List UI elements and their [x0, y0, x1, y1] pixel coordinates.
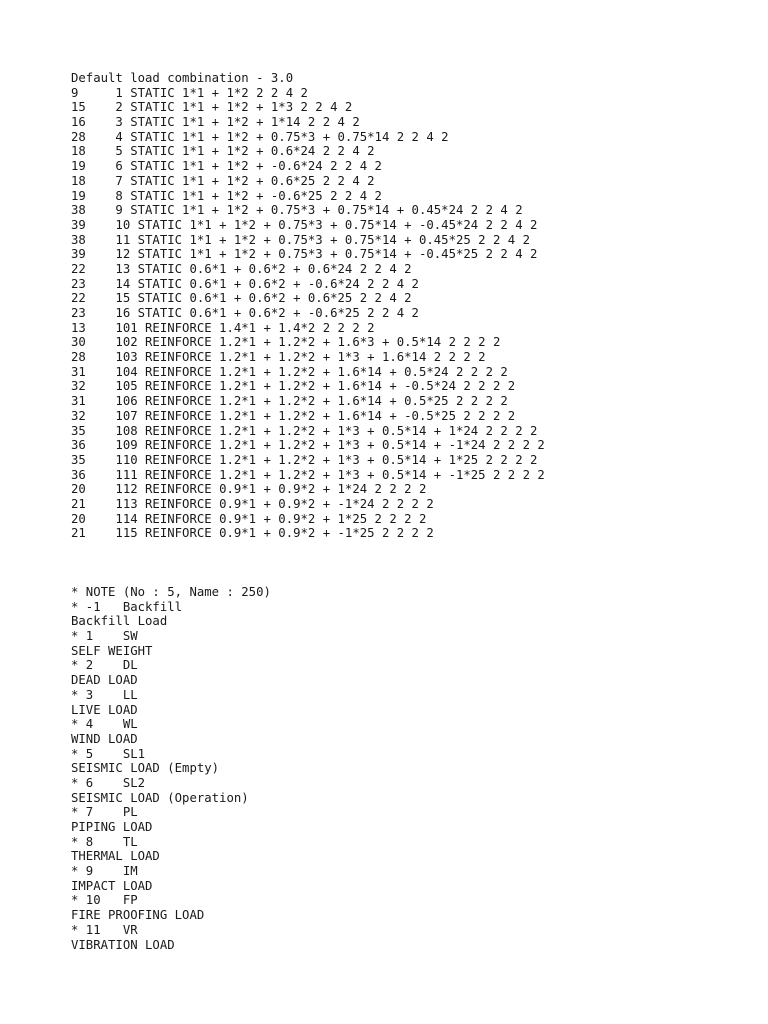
combination-line: 31 104 REINFORCE 1.2*1 + 1.2*2 + 1.6*14 + 0.5*24 2 2 2 2	[71, 364, 508, 379]
load-case-id-line: * 7 PL	[71, 805, 138, 820]
load-case-description: Backfill Load	[71, 614, 168, 629]
combination-line: 20 112 REINFORCE 0.9*1 + 0.9*2 + 1*24 2 2 2 2	[71, 482, 427, 497]
combination-line: 9 1 STATIC 1*1 + 1*2 2 2 4 2	[71, 85, 308, 100]
combination-line: 21 115 REINFORCE 0.9*1 + 0.9*2 + -1*25 2 2 2 2	[71, 526, 434, 541]
load-case-description: SEISMIC LOAD (Empty)	[71, 761, 220, 776]
load-case-description: THERMAL LOAD	[71, 849, 160, 864]
combination-line: 19 8 STATIC 1*1 + 1*2 + -0.6*25 2 2 4 2	[71, 188, 382, 203]
combination-line: 28 4 STATIC 1*1 + 1*2 + 0.75*3 + 0.75*14 2 2 4 2	[71, 129, 449, 144]
load-case-description: SELF WEIGHT	[71, 643, 153, 658]
combination-line: 18 7 STATIC 1*1 + 1*2 + 0.6*25 2 2 4 2	[71, 173, 375, 188]
combination-line: 23 14 STATIC 0.6*1 + 0.6*2 + -0.6*24 2 2 4 2	[71, 276, 419, 291]
load-case-id-line: * -1 Backfill	[71, 599, 183, 614]
load-case-id-line: * 3 LL	[71, 687, 138, 702]
combination-line: 39 10 STATIC 1*1 + 1*2 + 0.75*3 + 0.75*14 + -0.45*24 2 2 4 2	[71, 217, 538, 232]
load-case-description: PIPING LOAD	[71, 820, 153, 834]
combination-line: 18 5 STATIC 1*1 + 1*2 + 0.6*24 2 2 4 2	[71, 144, 375, 159]
combination-line: 13 101 REINFORCE 1.4*1 + 1.4*2 2 2 2 2	[71, 320, 375, 335]
load-case-id-line: * 11 VR	[71, 922, 138, 937]
combination-line: 22 13 STATIC 0.6*1 + 0.6*2 + 0.6*24 2 2 4 2	[71, 261, 412, 276]
combination-line: 36 109 REINFORCE 1.2*1 + 1.2*2 + 1*3 + 0.5*14 + -1*24 2 2 2 2	[71, 438, 545, 453]
combination-line: 19 6 STATIC 1*1 + 1*2 + -0.6*24 2 2 4 2	[71, 159, 382, 174]
load-case-list	[71, 600, 751, 953]
load-case-id-line: * 1 SW	[71, 629, 138, 644]
load-case-id-line: * 5 SL1	[71, 746, 146, 761]
load-case-id-line: * 10 FP	[71, 893, 138, 908]
document-page	[71, 71, 751, 952]
combination-line: 22 15 STATIC 0.6*1 + 0.6*2 + 0.6*25 2 2 4 2	[71, 291, 412, 306]
combination-line: 35 110 REINFORCE 1.2*1 + 1.2*2 + 1*3 + 0.5*14 + 1*25 2 2 2 2	[71, 452, 538, 467]
combination-list	[71, 86, 751, 541]
load-case-description: LIVE LOAD	[71, 702, 138, 717]
combination-line: 39 12 STATIC 1*1 + 1*2 + 0.75*3 + 0.75*14 + -0.45*25 2 2 4 2	[71, 247, 538, 262]
load-case-description: IMPACT LOAD	[71, 878, 153, 893]
section-gap	[71, 541, 751, 585]
load-case-description: WIND LOAD	[71, 731, 138, 746]
combination-heading: Default load combination - 3.0	[71, 71, 294, 85]
combination-line: 30 102 REINFORCE 1.2*1 + 1.2*2 + 1.6*3 + 0.5*14 2 2 2 2	[71, 335, 501, 350]
combination-line: 38 11 STATIC 1*1 + 1*2 + 0.75*3 + 0.75*14 + 0.45*25 2 2 4 2	[71, 232, 531, 247]
combination-line: 31 106 REINFORCE 1.2*1 + 1.2*2 + 1.6*14 + 0.5*25 2 2 2 2	[71, 394, 508, 409]
combination-line: 20 114 REINFORCE 0.9*1 + 0.9*2 + 1*25 2 2 2 2	[71, 511, 427, 526]
load-case-id-line: * 2 DL	[71, 658, 138, 673]
combination-line: 21 113 REINFORCE 0.9*1 + 0.9*2 + -1*24 2 2 2 2	[71, 496, 434, 511]
combination-line: 16 3 STATIC 1*1 + 1*2 + 1*14 2 2 4 2	[71, 115, 360, 130]
combination-line: 32 105 REINFORCE 1.2*1 + 1.2*2 + 1.6*14 + -0.5*24 2 2 2 2	[71, 379, 516, 394]
load-case-id-line: * 9 IM	[71, 864, 138, 879]
load-case-description: DEAD LOAD	[71, 673, 138, 688]
combination-line: 15 2 STATIC 1*1 + 1*2 + 1*3 2 2 4 2	[71, 100, 353, 115]
load-case-description: SEISMIC LOAD (Operation)	[71, 790, 249, 805]
load-case-description: VIBRATION LOAD	[71, 937, 175, 952]
combination-line: 36 111 REINFORCE 1.2*1 + 1.2*2 + 1*3 + 0.5*14 + -1*25 2 2 2 2	[71, 467, 545, 482]
load-case-id-line: * 8 TL	[71, 834, 138, 849]
combination-line: 32 107 REINFORCE 1.2*1 + 1.2*2 + 1.6*14 + -0.5*25 2 2 2 2	[71, 408, 516, 423]
combination-line: 23 16 STATIC 0.6*1 + 0.6*2 + -0.6*25 2 2 4 2	[71, 306, 419, 320]
load-case-id-line: * 4 WL	[71, 717, 138, 732]
load-case-description: FIRE PROOFING LOAD	[71, 908, 205, 923]
combination-line: 28 103 REINFORCE 1.2*1 + 1.2*2 + 1*3 + 1.6*14 2 2 2 2	[71, 350, 486, 365]
note-header: * NOTE (No : 5, Name : 250)	[71, 585, 271, 599]
combination-line: 38 9 STATIC 1*1 + 1*2 + 0.75*3 + 0.75*14 + 0.45*24 2 2 4 2	[71, 203, 523, 218]
combination-line: 35 108 REINFORCE 1.2*1 + 1.2*2 + 1*3 + 0.5*14 + 1*24 2 2 2 2	[71, 423, 538, 438]
load-case-id-line: * 6 SL2	[71, 775, 146, 790]
